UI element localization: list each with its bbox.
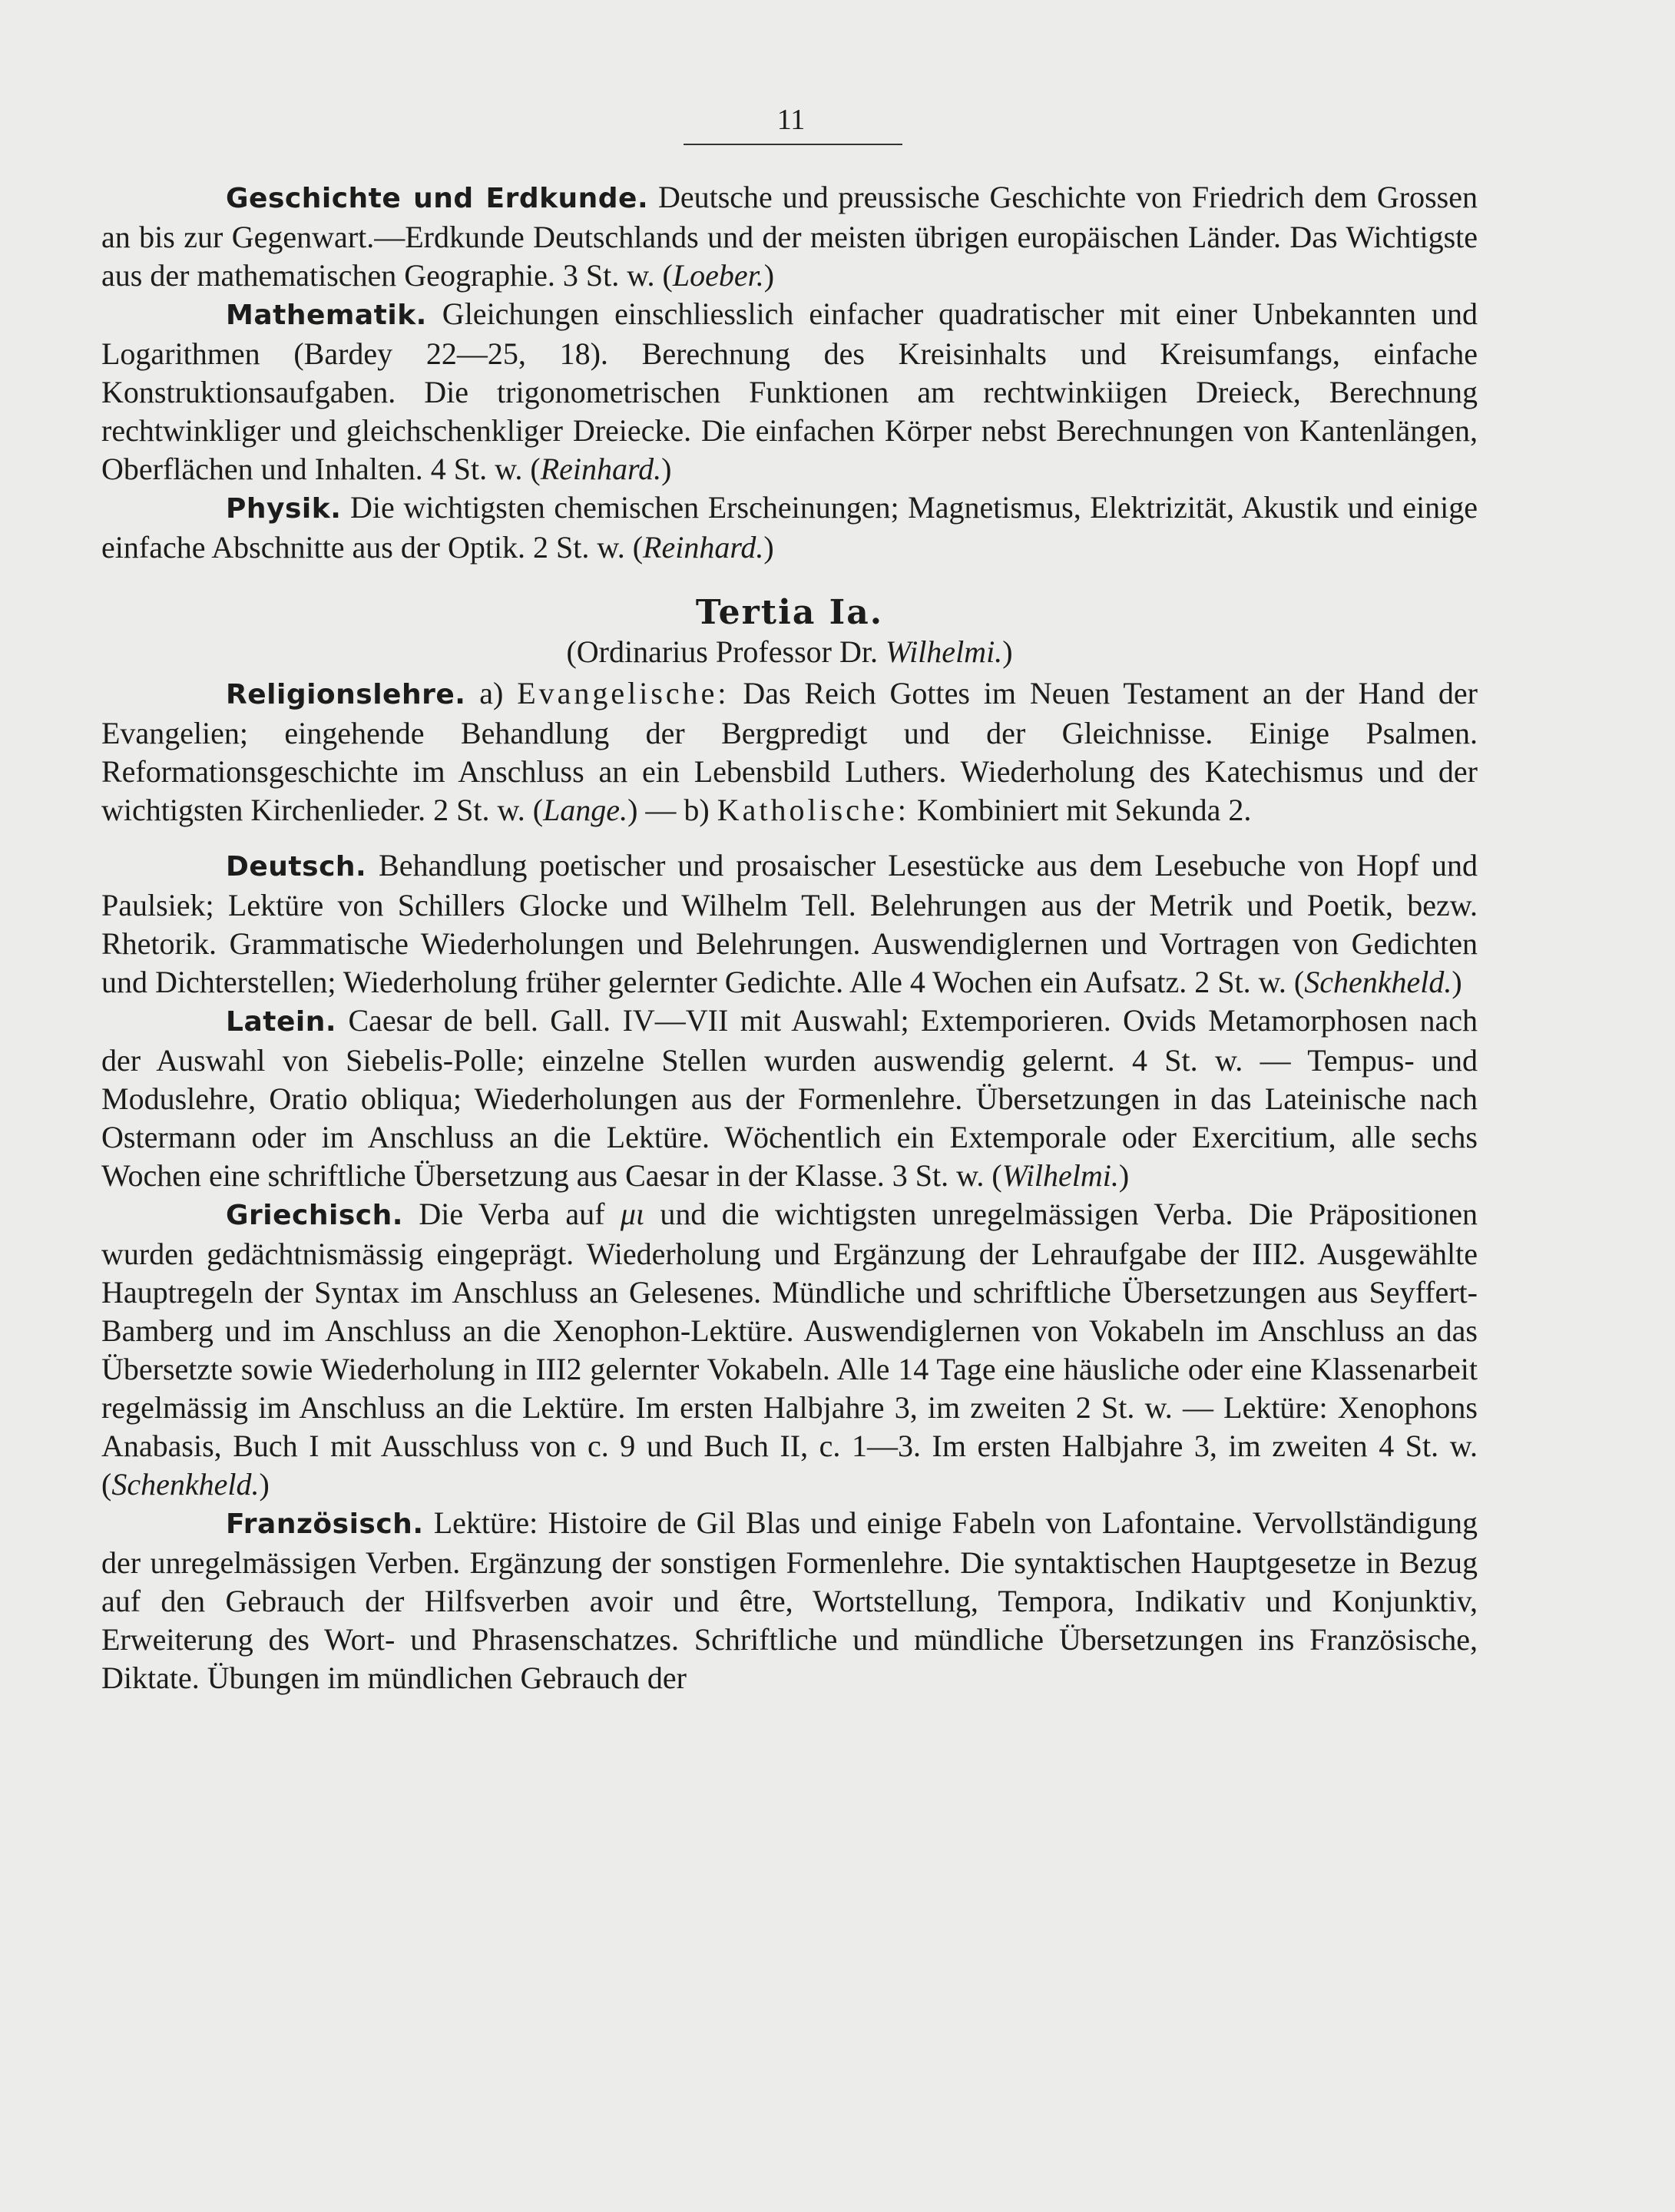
paragraph-text-end: ) <box>1452 965 1462 999</box>
ordinarius-prefix: (Ordinarius Professor Dr. <box>566 634 885 669</box>
paragraph-text: Gleichungen einschliesslich einfacher quadratischer mit einer Unbekannten und Logarithmen (Bardey 22—25, 18). Berechnung des Kreisinhalts und Kreisumfangs, einfache Konstruktionsaufgaben. Die trigonometrischen Funktionen am rechtwinkiigen Dreieck, Berechnung rechtwinkliger und gleichschenkliger Dreiecke. Die einfachen Körper nebst Berechnungen von Kantenlängen, Oberflächen und Inhalten. 4 St. w. ( <box>101 296 1478 486</box>
section-title: Mathematik. <box>226 300 427 331</box>
teacher-name: Wilhelmi. <box>1001 1158 1119 1193</box>
paragraph-text: Die Verba auf <box>402 1197 621 1231</box>
paragraph-griechisch <box>101 1195 1478 1504</box>
spaced-term: Katholische: <box>717 793 909 827</box>
section-title: Deutsch. <box>226 851 367 882</box>
paragraph-text: Kombiniert mit Sekunda 2. <box>909 793 1252 827</box>
paragraph-religionslehre <box>101 674 1478 830</box>
paragraph-text: Lektüre: Histoire de Gil Blas und einige Fabeln von Lafontaine. Vervollständigung der unregelmässigen Verben. Ergänzung der sonstigen Formenlehre. Die syntaktischen Hauptgesetze in Bezug auf den Gebrauch der Hilfsverben avoir und être, Wortstellung, Tempora, Indikativ und Konjunktiv, Erweiterung des Wort- und Phrasenschatzes. Schriftliche und mündliche Übersetzungen ins Französische, Diktate. Übungen im mündlichen Gebrauch der <box>101 1505 1478 1695</box>
paragraph-franzoesisch <box>101 1504 1478 1697</box>
teacher-name: Reinhard. <box>643 530 764 565</box>
paragraph-text: und die wichtigsten unregelmässigen Verba. Die Präpositionen wurden gedächtnismässig eingeprägt. Wiederholung und Ergänzung der Lehraufgabe der III2. Ausgewählte Hauptregeln der Syntax im Anschluss an Gelesenes. Mündliche und schriftliche Übersetzungen aus Seyffert-Bamberg und im Anschluss an die Xenophon-Lektüre. Auswendiglernen von Vokabeln im Anschluss an das Übersetzte sowie Wiederholung in III2 gelernter Vokabeln. Alle 14 Tage eine häusliche oder eine Klassenarbeit regelmässig im Anschluss an die Lektüre. Im ersten Halbjahre 3, im zweiten 2 St. w. — Lektüre: Xenophons Anabasis, Buch I mit Ausschluss von c. 9 und Buch II, c. 1—3. Im ersten Halbjahre 3, im zweiten 4 St. w. ( <box>101 1197 1478 1502</box>
paragraph-text: Die wichtigsten chemischen Erscheinungen; Magnetismus, Elektrizität, Akustik und einige einfache Abschnitte aus der Optik. 2 St. w. ( <box>101 490 1478 565</box>
paragraph-text: Caesar de bell. Gall. IV—VII mit Auswahl; Extemporieren. Ovids Metamorphosen nach der Auswahl von Siebelis-Polle; einzelne Stellen wurden auswendig gelernt. 4 St. w. — Tempus- und Moduslehre, Oratio obliqua; Wiederholungen aus der Formenlehre. Übersetzungen in das Lateinische nach Ostermann oder im Anschluss an die Lektüre. Wöchentlich ein Extemporale oder Exercitium, alle sechs Wochen eine schriftliche Übersetzung aus Caesar in der Klasse. 3 St. w. ( <box>101 1003 1478 1193</box>
paragraph-text: Deutsche und preussische Geschichte von Friedrich dem Grossen an bis zur Gegenwart.—Erdkunde Deutschlands und der meisten übrigen europäischen Länder. Das Wichtigste aus der mathematischen Geographie. 3 St. w. ( <box>101 180 1478 293</box>
class-heading: Tertia Ia. <box>695 593 884 632</box>
paragraph-latein <box>101 1002 1478 1195</box>
teacher-name: Loeber. <box>672 258 764 293</box>
paragraph-text: a) <box>465 676 518 710</box>
paragraph-deutsch <box>101 846 1478 1002</box>
teacher-name: Reinhard. <box>540 452 662 486</box>
paragraph-geschichte <box>101 178 1478 295</box>
header-rule <box>684 144 902 145</box>
section-title: Religionslehre. <box>226 679 466 710</box>
page-number: 11 <box>776 104 806 136</box>
paragraph-mathematik <box>101 295 1478 488</box>
paragraph-text-end: ) <box>1118 1158 1130 1193</box>
paragraph-text: ) — b) <box>627 793 717 827</box>
greek-term: μι <box>620 1197 645 1231</box>
paragraph-text-end: ) <box>763 258 775 293</box>
ordinarius-suffix: ) <box>1002 634 1013 669</box>
document-body <box>101 178 1478 1697</box>
teacher-name: Schenkheld. <box>111 1467 260 1502</box>
section-title: Französisch. <box>226 1508 424 1540</box>
paragraph-text: Das Reich Gottes im Neuen Testament an der Hand der Evangelien; eingehende Behandlung der Bergpredigt und der Gleichnisse. Einige Psalmen. Reformationsgeschichte im Anschluss an ein Lebensbild Luthers. Wiederholung des Katechismus und der wichtigsten Kirchenlieder. 2 St. w. ( <box>101 676 1478 827</box>
section-title: Physik. <box>226 493 342 525</box>
teacher-name: Schenkheld. <box>1304 965 1452 999</box>
ordinarius-line <box>101 633 1478 671</box>
section-title: Latein. <box>226 1006 337 1038</box>
spaced-term: Evangelische: <box>517 676 730 710</box>
section-title: Griechisch. <box>226 1200 403 1231</box>
paragraph-text-end: ) <box>259 1467 270 1502</box>
paragraph-text-end: ) <box>763 530 774 565</box>
teacher-name: Lange. <box>543 793 628 827</box>
paragraph-text: Behandlung poetischer und prosaischer Lesestücke aus dem Lesebuche von Hopf und Paulsiek; Lektüre von Schillers Glocke und Wilhelm Tell. Belehrungen aus der Metrik und Poetik, bezw. Rhetorik. Grammatische Wiederholungen und Belehrungen. Auswendiglernen und Vortragen von Gedichten und Dichterstellen; Wiederholung früher gelernter Gedichte. Alle 4 Wochen ein Aufsatz. 2 St. w. ( <box>101 848 1478 999</box>
ordinarius-name: Wilhelmi. <box>885 634 1003 669</box>
paragraph-physik <box>101 488 1478 567</box>
paragraph-text-end: ) <box>661 452 672 486</box>
section-title: Geschichte und Erdkunde. <box>226 183 649 214</box>
